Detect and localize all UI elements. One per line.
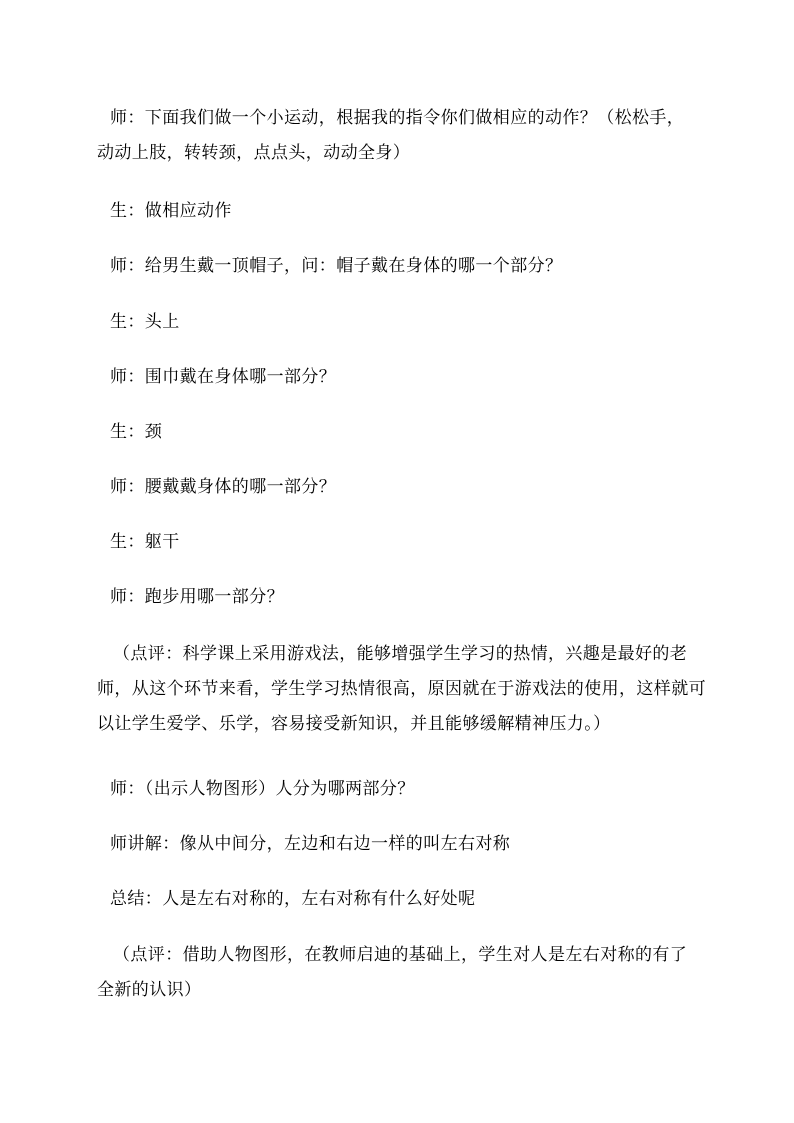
paragraph-teacher-waist (110, 470, 730, 505)
text-line: 师：腰戴戴身体的哪一部分？ (110, 477, 337, 497)
text-line: 全新的认识） (97, 980, 202, 1000)
text-line: 生：颈 (110, 422, 163, 442)
text-line: 师，从这个环节来看，学生学习热情很高，原因就在于游戏法的使用，这样就可 (97, 679, 706, 699)
text-line: （点评：借助人物图形，在教师启迪的基础上，学生对人是左右对称的有了 (113, 945, 688, 965)
paragraph-comment-symmetry (97, 938, 733, 1008)
paragraph-teacher-figure (110, 772, 730, 807)
text-line: （点评：科学课上采用游戏法，能够增强学生学习的热情，兴趣是最好的老 (113, 644, 688, 664)
text-line: 生：做相应动作 (110, 201, 232, 221)
paragraph-teacher-explain (110, 827, 730, 862)
paragraph-comment-game (97, 637, 733, 742)
paragraph-student-action (110, 194, 730, 229)
text-line: 师：围巾戴在身体哪一部分？ (110, 367, 337, 387)
text-line: 师：（出示人物图形）人分为哪两部分？ (110, 779, 415, 799)
paragraph-teacher-hat (110, 249, 730, 284)
paragraph-student-neck (110, 415, 730, 450)
text-line: 生：头上 (110, 312, 180, 332)
paragraph-teacher-scarf (110, 360, 730, 395)
text-line: 以让学生爱学、乐学，容易接受新知识，并且能够缓解精神压力。） (97, 714, 611, 734)
paragraph-summary (110, 882, 730, 917)
text-line: 师：下面我们做一个小运动，根据我的指令你们做相应的动作？（松松手， (110, 108, 685, 128)
text-line: 师：给男生戴一顶帽子，问：帽子戴在身体的哪一个部分？ (110, 256, 563, 276)
text-line: 师讲解：像从中间分，左边和右边一样的叫左右对称 (110, 834, 511, 854)
paragraph-student-torso (110, 525, 730, 560)
text-line: 师：跑步用哪一部分？ (110, 587, 284, 607)
text-line: 动动上肢，转转颈，点点头，动动全身） (97, 143, 411, 163)
paragraph-student-head (110, 305, 730, 340)
text-line: 总结：人是左右对称的，左右对称有什么好处呢 (110, 889, 476, 909)
text-line: 生：躯干 (110, 532, 180, 552)
paragraph-teacher-running (110, 580, 730, 615)
paragraph-teacher-exercise (97, 101, 730, 171)
